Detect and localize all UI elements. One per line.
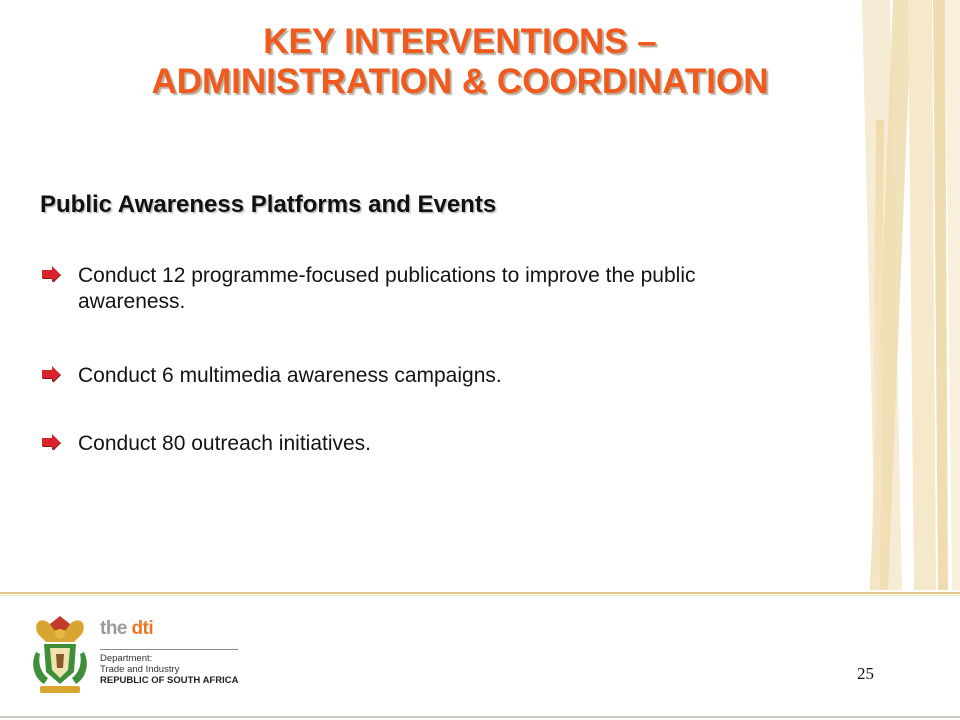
slide-title xyxy=(40,22,880,102)
coat-of-arms-icon xyxy=(28,612,92,696)
title-line-2: ADMINISTRATION & COORDINATION xyxy=(151,62,769,101)
bullet-text-3: Conduct 80 outreach initiatives. xyxy=(78,432,372,455)
bullet-text-2: Conduct 6 multimedia awareness campaigns. xyxy=(78,364,502,387)
bullet-1-line-1: Conduct 12 programme-focused publications to improve the public xyxy=(78,264,696,287)
logo-rule xyxy=(100,649,238,650)
logo-the: the xyxy=(100,618,127,639)
title-line-1: KEY INTERVENTIONS – xyxy=(263,22,657,61)
dti-logo xyxy=(28,612,258,696)
bullet-1-line-2: awareness. xyxy=(78,290,186,313)
dept-line-1: Department: xyxy=(100,653,153,664)
page-number: 25 xyxy=(857,664,874,683)
red-arrow-bullet-icon xyxy=(40,366,62,382)
department-text xyxy=(100,653,238,686)
dti-wordmark xyxy=(100,618,153,640)
red-arrow-bullet-icon xyxy=(40,266,62,282)
section-heading: Public Awareness Platforms and Events xyxy=(40,191,497,218)
logo-dti: dti xyxy=(131,618,154,639)
dept-line-3: REPUBLIC OF SOUTH AFRICA xyxy=(100,675,239,686)
bullet-text-1 xyxy=(78,263,868,315)
bottom-rule xyxy=(0,716,960,718)
footer-divider xyxy=(0,590,960,598)
red-arrow-bullet-icon xyxy=(40,434,62,450)
dept-line-2: Trade and Industry xyxy=(100,664,180,675)
